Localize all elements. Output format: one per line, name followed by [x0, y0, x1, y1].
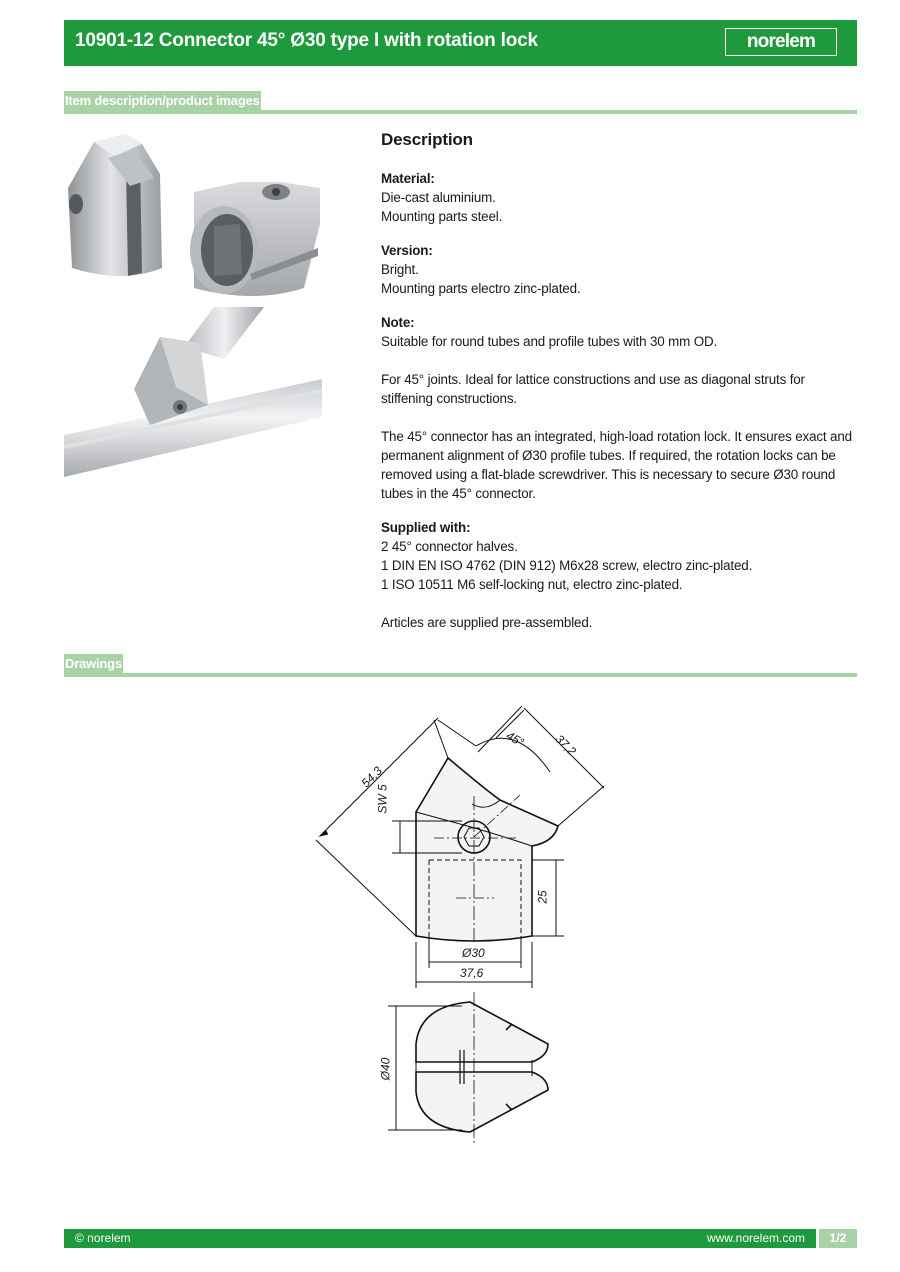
- supplied-line: 1 ISO 10511 M6 self-locking nut, electro zinc-plated.: [381, 577, 683, 592]
- supplied-label: Supplied with:: [381, 520, 471, 535]
- supplied-line: 1 DIN EN ISO 4762 (DIN 912) M6x28 screw, electro zinc-plated.: [381, 558, 753, 573]
- page-title: 10901-12 Connector 45° Ø30 type I with rotation lock: [75, 30, 538, 51]
- dim-angle: 45°: [503, 728, 527, 750]
- note-line: Suitable for round tubes and profile tubes with 30 mm OD.: [381, 334, 718, 349]
- closing-note: Articles are supplied pre-assembled.: [381, 615, 593, 630]
- dim-offset: 37,2: [552, 731, 579, 759]
- page-footer: [64, 1229, 857, 1248]
- product-photo-parts: [64, 128, 322, 300]
- norelem-logo[interactable]: [725, 28, 837, 56]
- page-header: [64, 20, 857, 66]
- material-label: Material:: [381, 171, 435, 186]
- material-line: Mounting parts steel.: [381, 209, 503, 224]
- supplied-line: 2 45° connector halves.: [381, 539, 518, 554]
- product-photo-assembled: [64, 307, 322, 479]
- note-line: For 45° joints. Ideal for lattice constructions and use as diagonal struts for stiffening constructions.: [381, 372, 805, 406]
- connector-halves-image: [64, 128, 322, 300]
- page-number: 1/2: [819, 1229, 857, 1248]
- logo-text: norelem: [746, 31, 816, 52]
- description-block: [381, 128, 859, 632]
- dim-bore: Ø30: [462, 946, 485, 960]
- dim-length: 54,3: [358, 763, 385, 791]
- dim-width: 37,6: [460, 966, 484, 980]
- version-label: Version:: [381, 243, 433, 258]
- dim-wrench: SW 5: [375, 784, 390, 814]
- note-line: The 45° connector has an integrated, high-load rotation lock. It ensures exact and permanent alignment of Ø30 profile tubes. If required, the rotation locks can be removed using a flat-blade screwdriver. This is necessary to secure Ø30 round tubes in the 45° connector.: [381, 429, 852, 501]
- footer-website-link[interactable]: www.norelem.com: [706, 1231, 805, 1245]
- note-label: Note:: [381, 315, 415, 330]
- dim-height: 25: [535, 890, 550, 904]
- description-heading: Description: [381, 130, 473, 149]
- section-divider: [64, 110, 857, 114]
- footer-copyright: © norelem: [75, 1231, 131, 1245]
- technical-drawing: [310, 700, 630, 1160]
- connector-on-tube-image: [64, 307, 322, 479]
- section-divider: [64, 673, 857, 677]
- section-label-item-description: Item description/product images: [65, 93, 260, 108]
- material-line: Die-cast aluminium.: [381, 190, 496, 205]
- version-line: Mounting parts electro zinc-plated.: [381, 281, 581, 296]
- dim-outer: Ø40: [378, 1057, 393, 1081]
- section-label-drawings: Drawings: [65, 656, 122, 671]
- version-line: Bright.: [381, 262, 419, 277]
- drawing-svg: [310, 700, 630, 1160]
